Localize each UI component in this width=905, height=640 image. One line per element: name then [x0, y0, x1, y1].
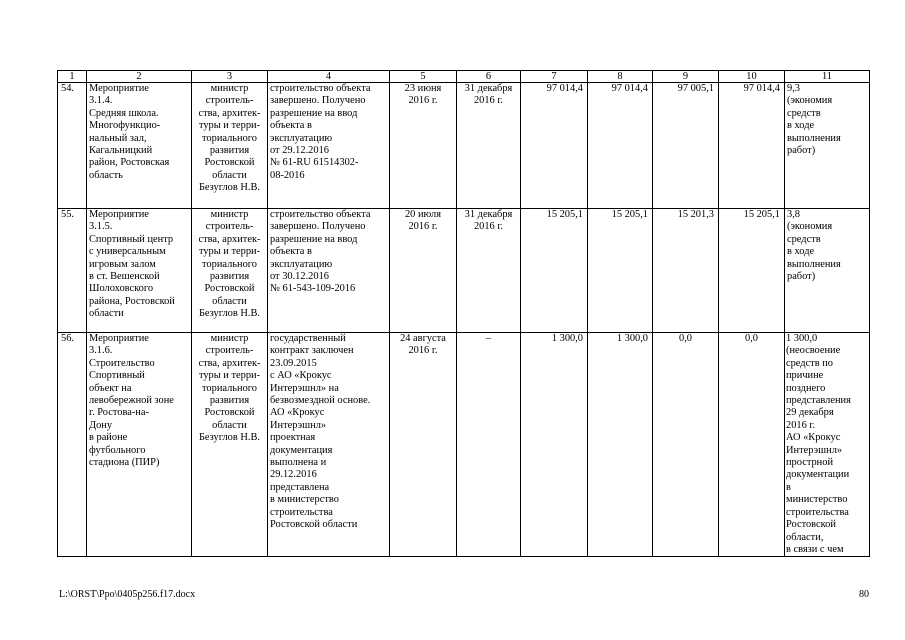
header-row — [58, 71, 870, 83]
note-cell: 9,3 (экономия средств в ходе выполнения работ) — [785, 83, 870, 209]
table-row — [58, 83, 870, 209]
header-cell: 9 — [653, 71, 719, 83]
event-cell: Мероприятие 3.1.5. Спортивный центр с универсальным игровым залом в ст. Вешенской Шолоховского района, Ростовской области — [87, 209, 192, 333]
page-number: 80 — [859, 589, 869, 600]
start-date-cell: 20 июля 2016 г. — [390, 209, 457, 333]
value-cell: 97 014,4 — [521, 83, 588, 209]
responsible-cell: министр строитель- ства, архитек- туры и терри- ториального развития Ростовской области Безуглов Н.В. — [192, 333, 268, 557]
responsible-cell: министр строитель- ства, архитек- туры и терри- ториального развития Ростовской области Безуглов Н.В. — [192, 209, 268, 333]
note-cell: 1 300,0 (неосвоение средств по причине позднего представления 29 декабря 2016 г. АО «Крокус Интерэшнл» прострной документации в министерство строительства Ростовской области, в связи с чем — [785, 333, 870, 557]
event-cell: Мероприятие 3.1.4. Средняя школа. Многофункцио- нальный зал, Кагальницкий район, Ростовская область — [87, 83, 192, 209]
header-cell: 6 — [457, 71, 521, 83]
value-cell: 1 300,0 — [588, 333, 653, 557]
header-cell: 3 — [192, 71, 268, 83]
value-cell: 15 205,1 — [521, 209, 588, 333]
footer-file-path: L:\ORST\Ppo\0405p256.f17.docx — [59, 589, 196, 600]
start-date-cell: 23 июня 2016 г. — [390, 83, 457, 209]
header-cell: 10 — [719, 71, 785, 83]
end-date-cell: 31 декабря 2016 г. — [457, 83, 521, 209]
row-number: 55. — [58, 209, 87, 333]
header-cell: 4 — [268, 71, 390, 83]
event-cell: Мероприятие 3.1.6. Строительство Спортивный объект на левобережной зоне г. Ростова-на- Дону в районе футбольного стадиона (ПИР) — [87, 333, 192, 557]
row-number: 54. — [58, 83, 87, 209]
end-date-cell: 31 декабря 2016 г. — [457, 209, 521, 333]
result-cell: государственный контракт заключен 23.09.2015 с АО «Крокус Интерэшнл» на безвозмездной основе. АО «Крокус Интерэшнл» проектная документация выполнена и 29.12.2016 представлена в министерство строительства Ростовской области — [268, 333, 390, 557]
result-cell: строительство объекта завершено. Получено разрешение на ввод объекта в эксплуатацию от 30.12.2016 № 61-543-109-2016 — [268, 209, 390, 333]
table-row — [58, 209, 870, 333]
value-cell: 97 014,4 — [588, 83, 653, 209]
header-cell: 8 — [588, 71, 653, 83]
table-row — [58, 333, 870, 557]
header-cell: 1 — [58, 71, 87, 83]
header-cell: 2 — [87, 71, 192, 83]
end-date-cell: – — [457, 333, 521, 557]
note-cell: 3,8 (экономия средств в ходе выполнения работ) — [785, 209, 870, 333]
value-cell: 1 300,0 — [521, 333, 588, 557]
header-cell: 11 — [785, 71, 870, 83]
header-cell: 5 — [390, 71, 457, 83]
value-cell: 0,0 — [653, 333, 719, 557]
result-cell: строительство объекта завершено. Получено разрешение на ввод объекта в эксплуатацию от 29.12.2016 № 61-RU 61514302- 08-2016 — [268, 83, 390, 209]
start-date-cell: 24 августа 2016 г. — [390, 333, 457, 557]
header-cell: 7 — [521, 71, 588, 83]
report-table — [57, 70, 870, 557]
value-cell: 97 014,4 — [719, 83, 785, 209]
row-number: 56. — [58, 333, 87, 557]
value-cell: 0,0 — [719, 333, 785, 557]
value-cell: 97 005,1 — [653, 83, 719, 209]
value-cell: 15 205,1 — [719, 209, 785, 333]
value-cell: 15 205,1 — [588, 209, 653, 333]
value-cell: 15 201,3 — [653, 209, 719, 333]
responsible-cell: министр строитель- ства, архитек- туры и терри- ториального развития Ростовской области Безуглов Н.В. — [192, 83, 268, 209]
